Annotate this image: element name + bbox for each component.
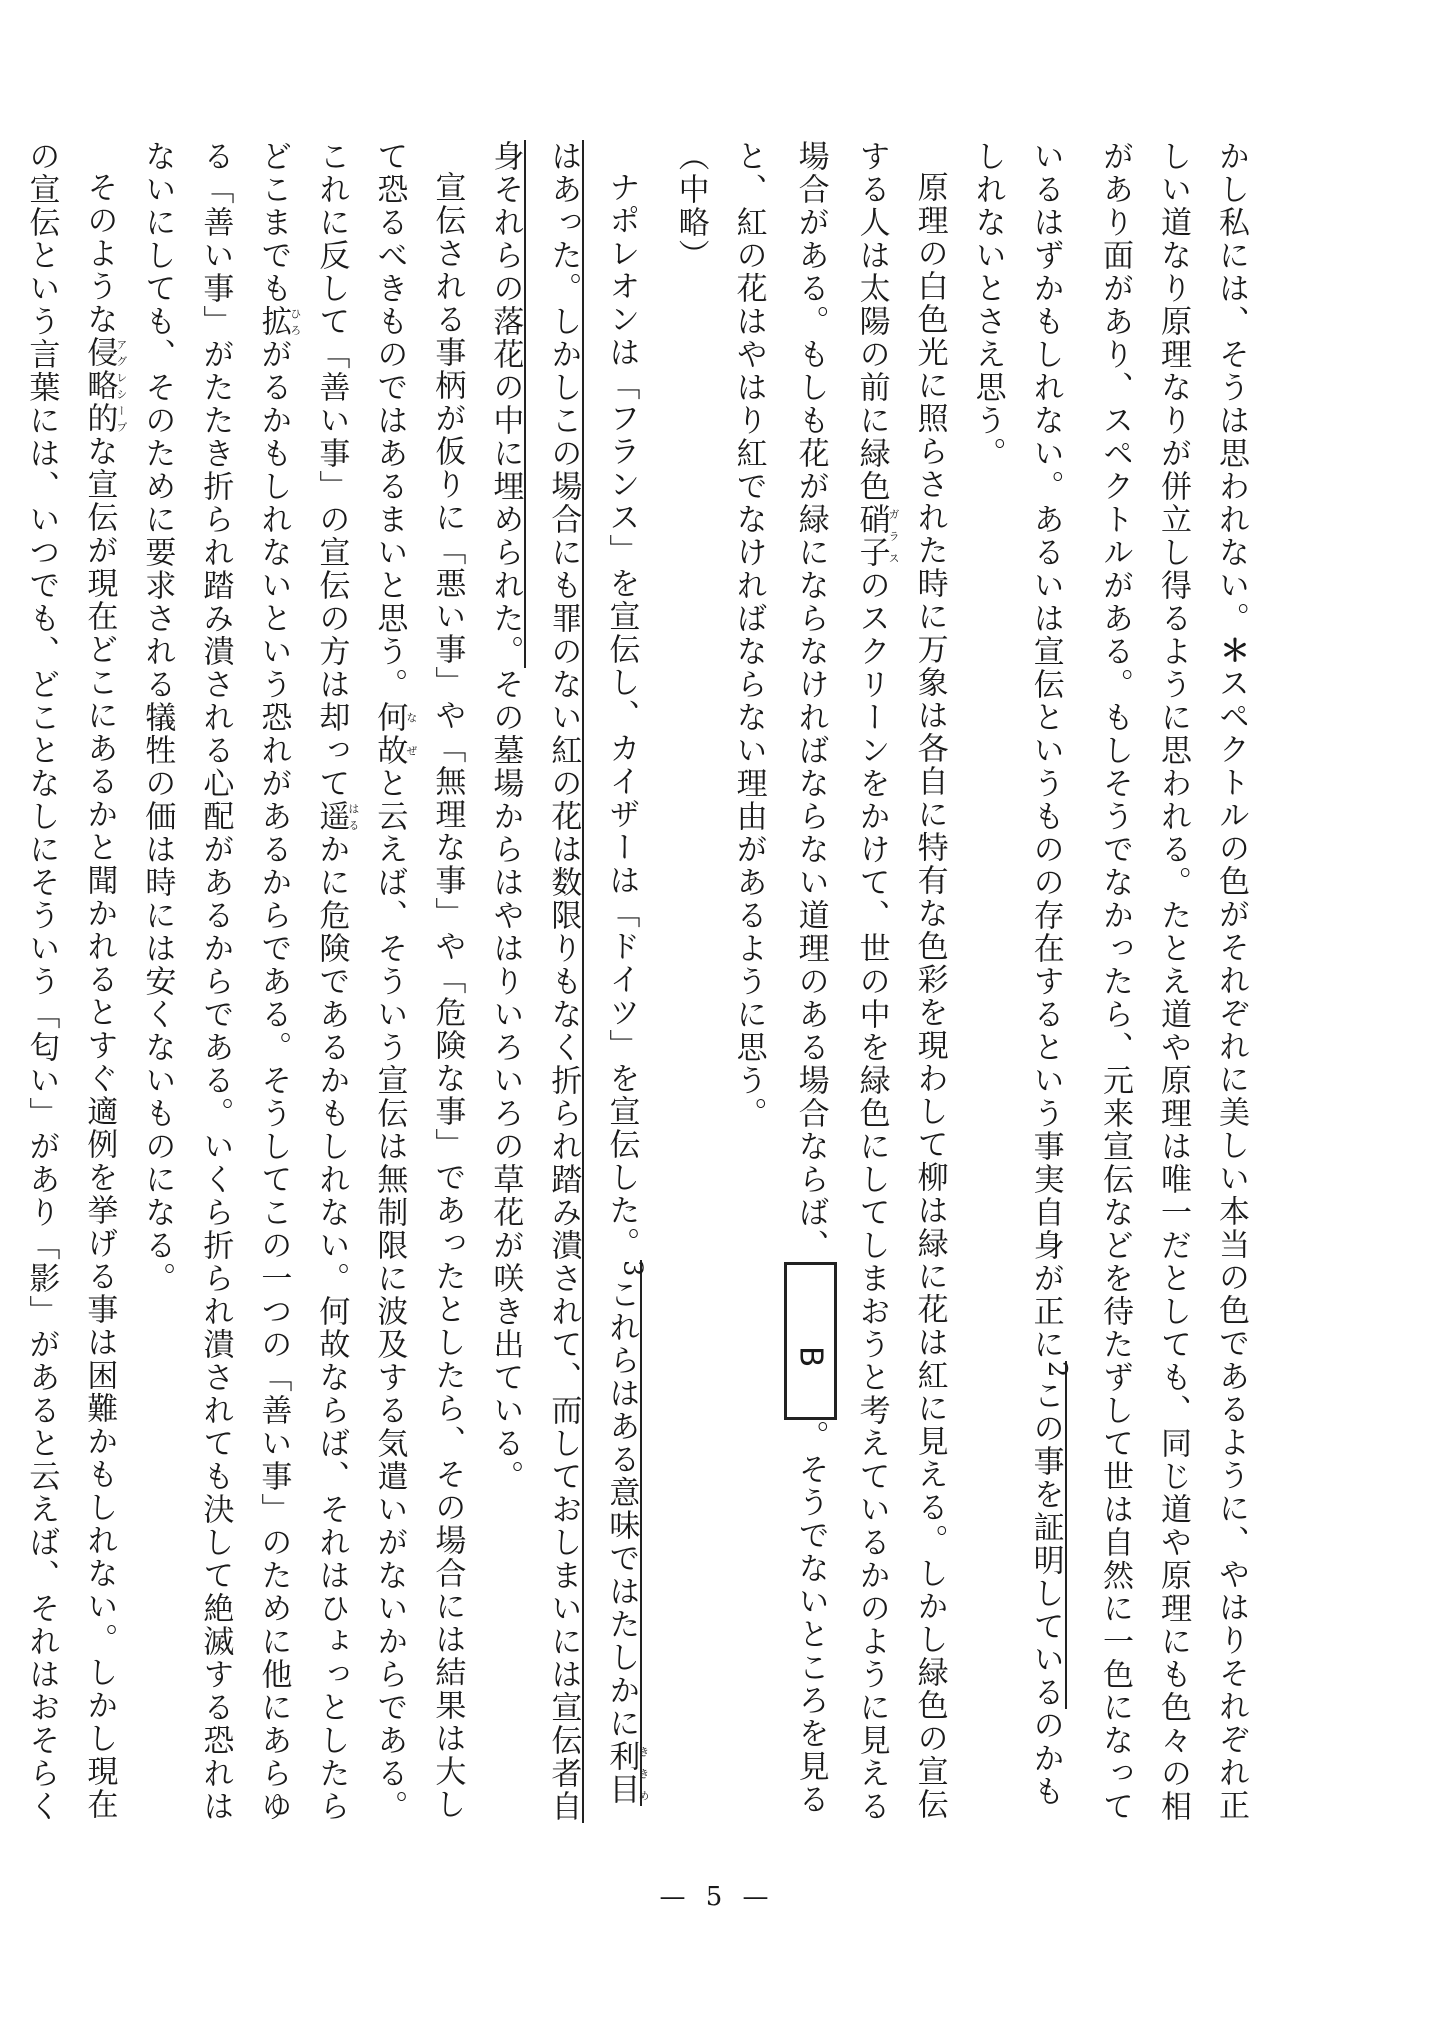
text-run: と云えば、そういう宣伝は無制限に波及する気遣いがないからである。これに反して「善い事」の宣伝の方は却って [313,140,408,1823]
paragraph-5 [0,140,128,1830]
paragraph-2 [720,140,959,1830]
text-run: がるかもしれないという恐れがあるからである。そうしてこの一つの「善い事」のために他にあらゆる「善い事」がたたき折られ踏み潰される心配があるからである。いくら折られ潰されても決して絶滅する恐れはないにしても、そのために要求される犠牲の価は時には安くないものになる。 [139,140,292,1823]
omitted-marker: （中略） [672,140,709,272]
text-run: そのような [81,171,118,336]
underlined-text: この事を証明している [1027,1379,1064,1710]
note-number-2: 2 [1042,1361,1072,1380]
blank-b-box: B [784,1262,837,1420]
ruby-hiro: 拡ひろ [255,305,302,338]
underlined-text: はあった。しかしこの場合にも罪のない紅の花は数限りもなく折られ踏み潰されて、而しておしまいには宣伝者自身それらの落花の中に埋められた。 [487,140,582,1823]
text-run: のかもしれないとさえ思う。 [969,140,1064,1809]
ruby-naze: 何故なぜ [371,701,418,767]
note-number-3: 3 [617,1260,648,1279]
paragraph-3 [476,140,661,1830]
text-run: ナポレオンは「フランス」を宣伝し、カイザーは「ドイツ」を宣伝した。 [603,171,640,1260]
asterisk-note-mark: ＊ [1214,635,1249,667]
ruby-kikime: 利目ききめ [603,1740,650,1807]
underlined-text: これらはある意味ではたしかに [603,1278,640,1741]
paragraph-1 [959,140,1260,1830]
underline-2 [1027,1361,1072,1710]
text-run: スペクトルの色がそれぞれに美しい本当の色であるように、やはりそれぞれ正しい道なり原理なりが併立し得るように思われる。たとえ道や原理は唯一だとしても、同じ道や原理にも色々の相があり面があり、スペクトルがある。もしそうでなかったら、元来宣伝などを待たずして世は自然に一色になっているはずかもしれない。あるいは宣伝というものの存在するという事実自身が正に [1027,140,1249,1823]
text-run: のスクリーンをかけて、世の中を緑色にしてしまおうと考えているかのように見える場合がある。もしも花が緑にならなければならない道理のある場合ならば、 [792,140,890,1823]
text-run: かに危険であるかもしれない。何故ならば、それはひょっとしたらどこまでも [255,140,350,1823]
ruby-haruka: 遥はる [313,800,360,833]
text-run: かし私には、そうは思われない。 [1213,140,1249,635]
paragraph-4 [128,140,476,1830]
ruby-garasu: 硝子ガラス [853,503,901,569]
text-run: 原理の白色光に照らされた時に万象は各自に特有な色彩を現わして柳は緑に花は紅に見える。しかし緑色の宣伝する人は太陽の前に緑色 [853,140,948,1821]
vertical-text-passage [23,140,1260,1830]
text-run: 宣伝される事柄が仮りに「悪い事」や「無理な事」や「危険な事」であったとしたら、その場合には結果は大して恐るべきものではあるまいと思う。 [371,140,466,1821]
page-number: — 5 — [659,1882,775,1912]
ruby-aggressive: 侵略的アグレシーブ [81,336,128,435]
text-run: その墓場からはやはりいろいろの草花が咲き出ている。 [487,668,524,1493]
text-run: 。そうでないところを見ると、紅の花はやはり紅でなければならない理由があるように思う。 [730,140,829,1817]
text-run: な宣伝が現在どこにあるかと聞かれるとすぐ適例を挙げる事は困難かもしれない。しかし現在の宣伝という言葉には、いつでも、どことなしにそういう「匂い」があり「影」があると云えば、それはおそらく [23,140,118,1823]
